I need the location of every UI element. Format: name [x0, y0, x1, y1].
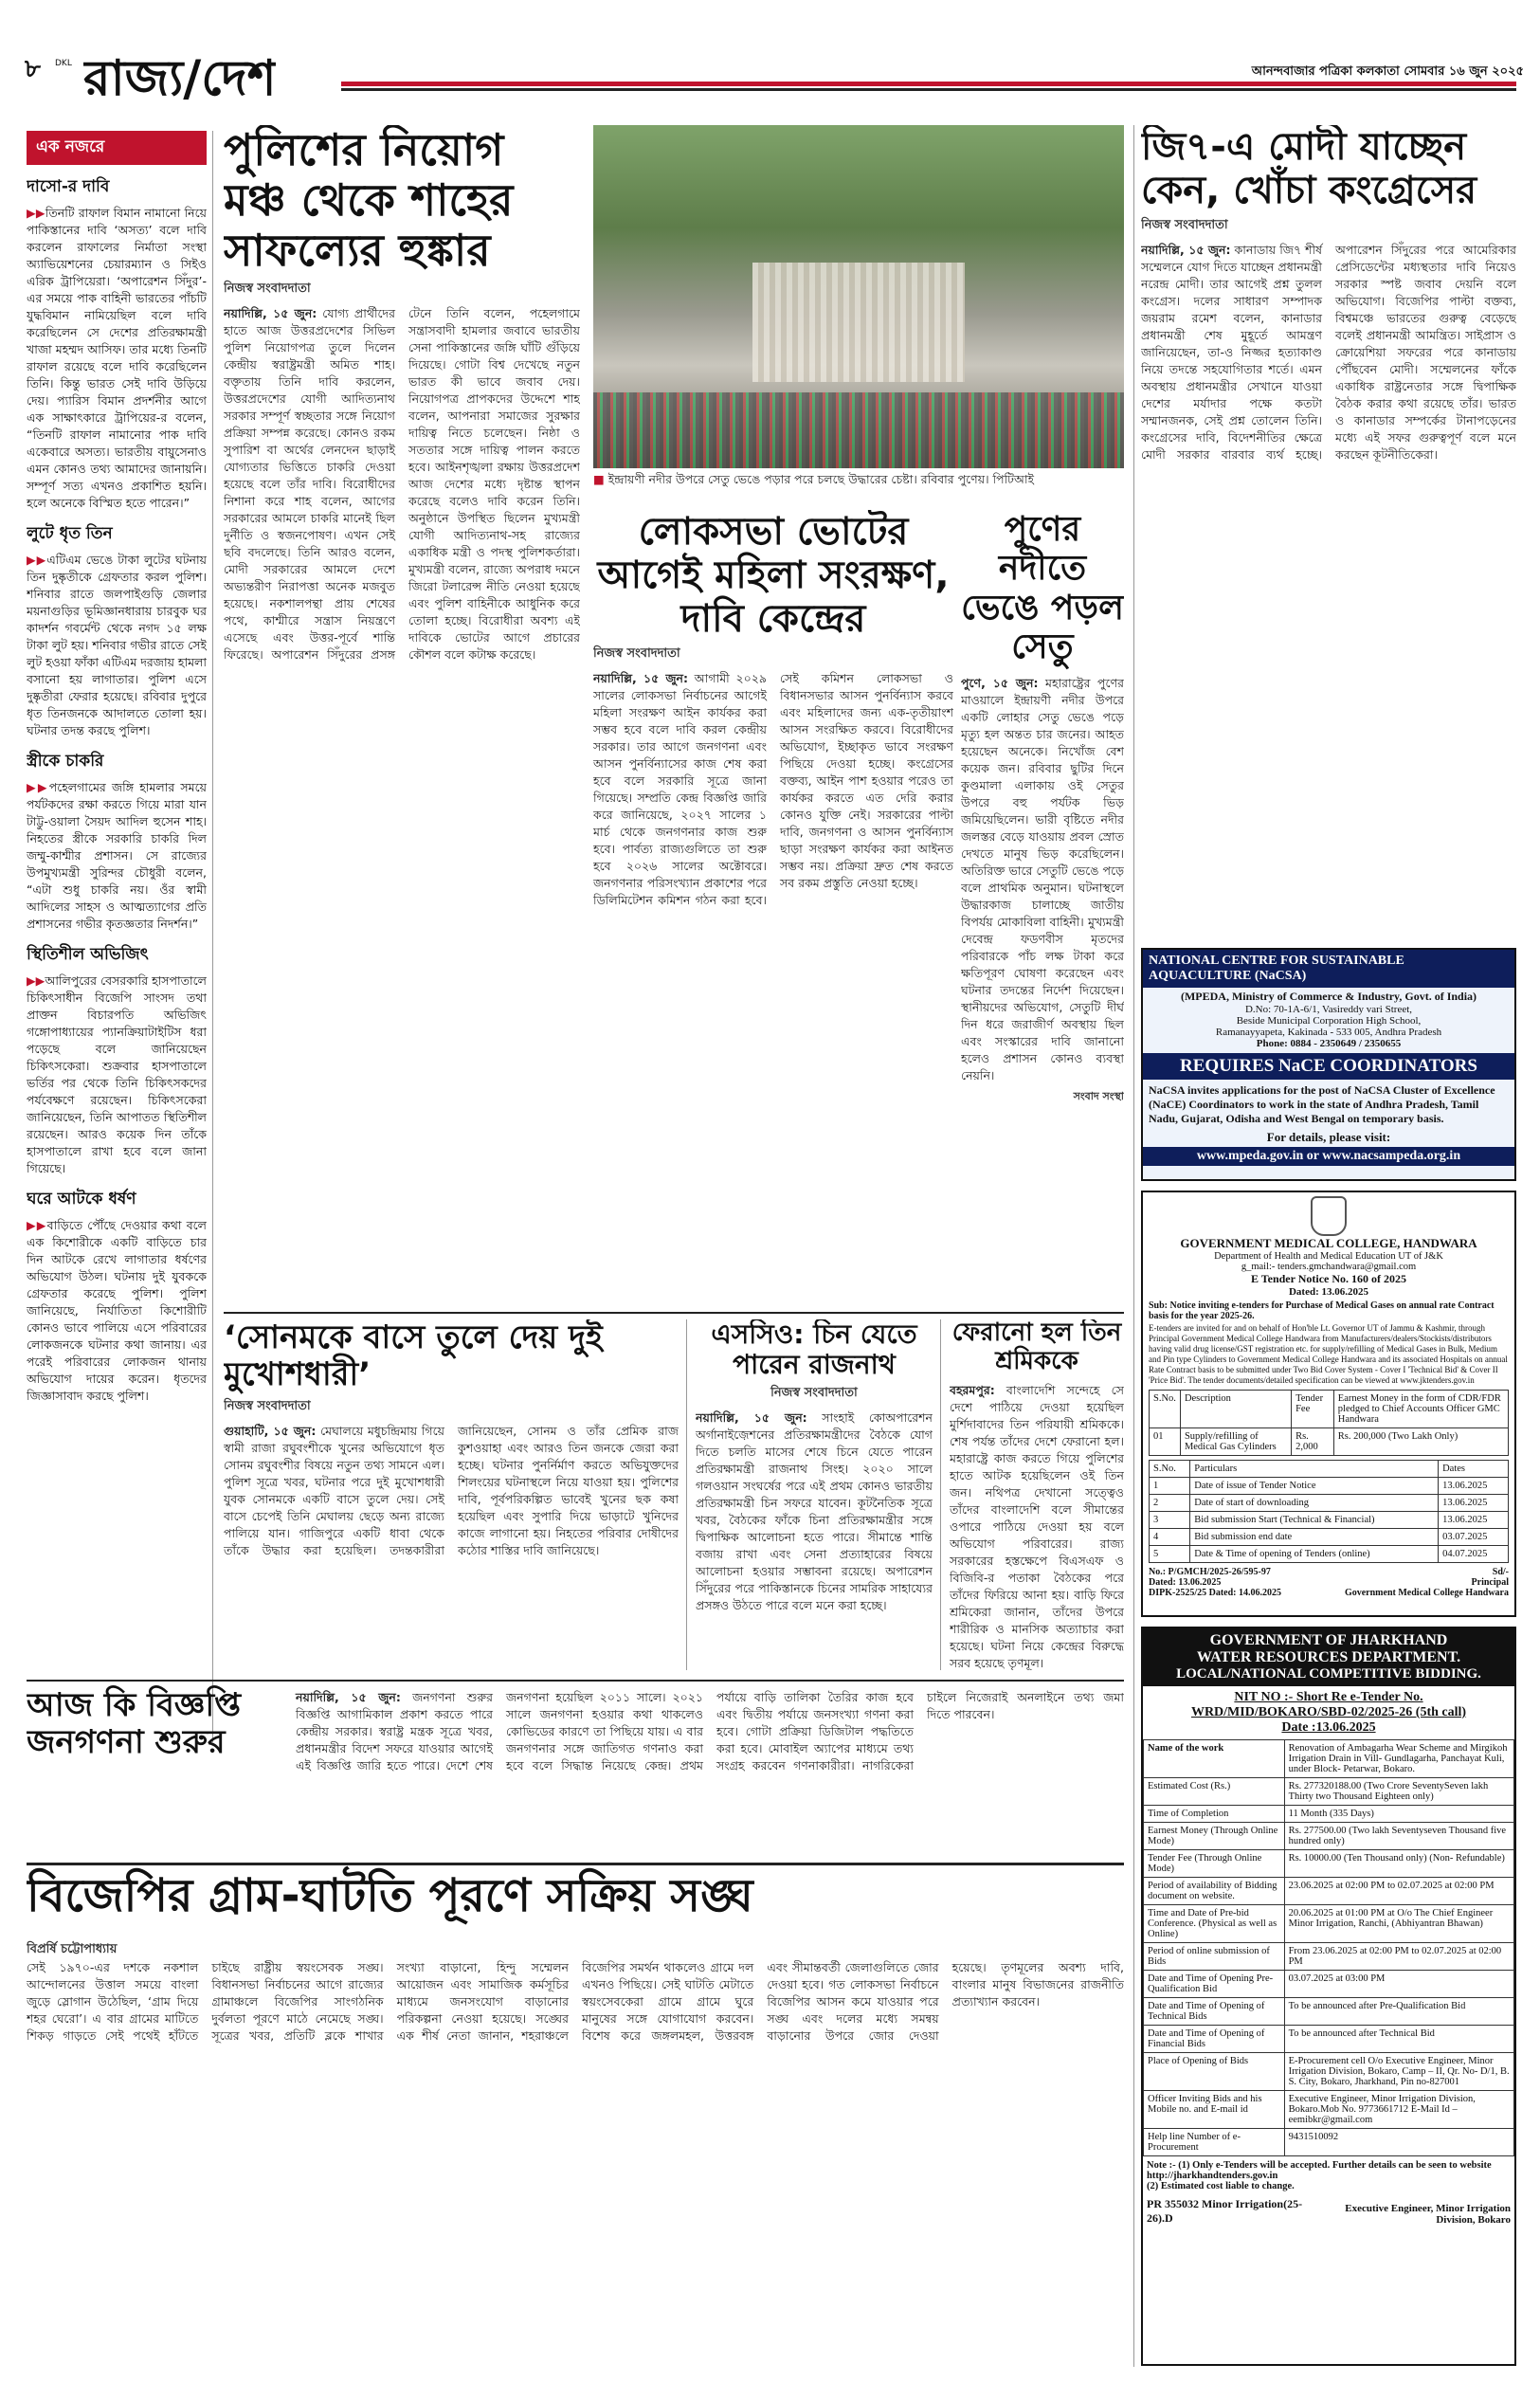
byline: নিজস্ব সংবাদদাতা — [770, 1386, 858, 1401]
nacsa-address-1: D.No: 70-1A-6/1, Vasireddy vari Street, — [1244, 1004, 1413, 1015]
table-cell: Renovation of Ambagarha Wear Scheme and Mirgikoh Irrigation Drain in Vill- Gundlagarha, Panchayat Kuli, under Block- Petarwar, Bokaro. — [1284, 1740, 1513, 1778]
table-header-cell: Description — [1180, 1391, 1291, 1428]
masthead — [0, 0, 1540, 112]
rajnath-headline: এসসিও: চিন যেতে পারেন রাজনাথ — [711, 1319, 917, 1381]
gmc-fee-table — [1149, 1390, 1509, 1456]
byline: নিজস্ব সংবাদদাতা — [224, 281, 311, 296]
table-cell: Supply/refilling of Medical Gas Cylinders — [1180, 1428, 1291, 1456]
byline: নিজস্ব সংবাদদাতা — [1141, 218, 1228, 232]
table-label-cell: Officer Inviting Bids and his Mobile no. and E-mail id — [1144, 2091, 1285, 2129]
gmc-subject: Sub: Notice inviting e-tenders for Purchase of Medical Gases on annual rate Contract basis for the year 2025-26. — [1149, 1300, 1495, 1321]
nacsa-details: For details, please visit: — [1266, 1130, 1391, 1144]
women-quota-body: নয়াদিল্লি, ১৫ জুন: আগামী ২০২৯ সালের লোকসভা নির্বাচনের আগেই মহিলা সংরক্ষণ আইন কার্যকর করা সম্ভব হবে বলে দাবি করল কেন্দ্রীয় সরকার। তার আগে জনগণনা এবং আসন পুনর্বিন্যাসের কাজ শেষ করা হবে বলে সরকারি সূত্রে জানা গিয়েছে। সম্প্রতি কেন্দ্র বিজ্ঞপ্তি জারি করে জানিয়েছে, ২০২৭ সালের ১ মার্চ থেকে জনগণনার কাজ শুরু হবে। পার্বত্য রাজ্যগুলিতে তা শুরু হবে ২০২৬ সালের অক্টোবরে। জনগণনার পরিসংখ্যান প্রকাশের পরে ডিলিমিটেশন কমিশন গঠন করা হবে। সেই কমিশন লোকসভা ও বিধানসভার আসন পুনর্বিন্যাস করবে এবং মহিলাদের জন্য এক-তৃতীয়াংশ আসন সংরক্ষিত করবে। বিরোধীদের অভিযোগ, ইচ্ছাকৃত ভাবে সংরক্ষণ পিছিয়ে দেওয়া হচ্ছে। কংগ্রেসের বক্তব্য, আইন পাশ হওয়ার পরেও তা কার্যকর করতে এত দেরি করার কোনও যুক্তি নেই। সরকারের পাল্টা দাবি, জনগণনা ও আসন পুনর্বিন্যাস ছাড়া সংরক্ষণ কার্যকর করা আইনত সম্ভব নয়। প্রক্রিয়া দ্রুত শেষ করতে সব রকম প্রস্তুতি নেওয়া হচ্ছে। — [593, 671, 953, 907]
census-headline: আজ কি বিজ্ঞপ্তি জনগণনা শুরুর — [27, 1686, 242, 1762]
table-cell: Rs. 2,000 — [1292, 1428, 1334, 1456]
gmc-notice: E Tender Notice No. 160 of 2025 — [1250, 1272, 1407, 1285]
brief-text: ▶▶পহেলগামের জঙ্গি হামলার সময়ে পর্যটকদের রক্ষা করতে গিয়ে মারা যান টাট্টু-ওয়ালা সৈয়দ আদিল হুসেন শাহ। নিহতের স্ত্রীকে সরকারি চাকরি দিল জম্মু-কাশ্মীর প্রশাসন। সে রাজ্যের উপমুখ্যমন্ত্রী সুরিন্দর চৌধুরী বলেন, “এটা শুধু চাকরি নয়। ওঁর স্বামী আদিলের সাহস ও আত্মত্যাগের প্রতি প্রশাসনের গভীর কৃতজ্ঞতার নিদর্শন।” — [27, 780, 207, 931]
table-cell: 5 — [1150, 1546, 1190, 1563]
table-cell: 1 — [1150, 1478, 1190, 1495]
table-label-cell: Period of availability of Bidding document on website. — [1144, 1878, 1285, 1905]
jh-nit: NIT NO :- Short Re e-Tender No. — [1234, 1690, 1423, 1704]
masthead-red-rule — [341, 82, 1516, 86]
workers-body: বহরমপুর: বাংলাদেশি সন্দেহে সে দেশে পাঠিয়ে দেওয়া হয়েছিল মুর্শিদাবাদের তিন পরিযায়ী শ্রমিককে। শেষ পর্যন্ত তাঁদের দেশে ফেরানো হল। মহারাষ্ট্রে কাজ করতে গিয়ে পুলিশের হাতে আটক হয়েছিলেন ওই তিন জন। নথিপত্র দেখানো সত্ত্বেও তাঁদের বাংলাদেশি বলে সীমান্তের ওপারে পাঠিয়ে দেওয়া হয় বলে অভিযোগ পরিবারের। রাজ্য সরকারের হস্তক্ষেপে বিএসএফ ও বিজিবি-র পতাকা বৈঠকের পরে তাঁদের ফিরিয়ে আনা হয়। বাড়ি ফিরে শ্রমিকেরা জানান, তাঁদের উপরে শারীরিক ও মানসিক অত্যাচার করা হয়েছে। ঘটনা নিয়ে কেন্দ্রের বিরুদ্ধে সরব হয়েছে তৃণমূল। — [950, 1382, 1124, 1670]
table-cell: 3 — [1150, 1512, 1190, 1529]
table-label-cell: Time of Completion — [1144, 1806, 1285, 1823]
table-label-cell: Place of Opening of Bids — [1144, 2053, 1285, 2091]
table-label-cell: Period of online submission of Bids — [1144, 1943, 1285, 1971]
table-cell: Date of start of downloading — [1190, 1495, 1439, 1512]
rajnath-story — [696, 1319, 933, 1670]
rajnath-body: নয়াদিল্লি, ১৫ জুন: সাংহাই কোঅপারেশন অর্গানাইজ়েশনের প্রতিরক্ষামন্ত্রীদের বৈঠকে যোগ দিতে চলতি মাসের শেষে চিনে যেতে পারেন প্রতিরক্ষামন্ত্রী রাজনাথ সিংহ। ২০২০ সালে গলওয়ান সংঘর্ষের পরে এই প্রথম কোনও ভারতীয় প্রতিরক্ষামন্ত্রী চিন সফরে যাবেন। কূটনৈতিক সূত্রে খবর, বৈঠকের ফাঁকে চিনা প্রতিরক্ষামন্ত্রীর সঙ্গে দ্বিপাক্ষিক আলোচনা হতে পারে। সীমান্তে শান্তি বজায় রাখা এবং সেনা প্রত্যাহারের বিষয়ে আলোচনা হওয়ার সম্ভাবনা রয়েছে। অপারেশন সিঁদুরের পরে পাকিস্তানকে চিনের সামরিক সাহায্যের প্রসঙ্গও উঠতে পারে বলে মনে করা হচ্ছে। — [696, 1410, 933, 1613]
gmc-ref-dated: Dated: 13.06.2025 — [1149, 1577, 1222, 1588]
section-title: রাজ্য/দেশ — [83, 50, 277, 107]
paper-info: আনন্দবাজার পত্রিকা কলকাতা সোমবার ১৬ জুন ২০২৫ — [1251, 64, 1524, 79]
table-cell: Date of issue of Tender Notice — [1190, 1478, 1439, 1495]
nacsa-phone: Phone: 0884 - 2350649 / 2350655 — [1256, 1038, 1402, 1049]
nacsa-links[interactable]: www.mpeda.gov.in or www.nacsampeda.org.in — [1143, 1147, 1514, 1166]
table-label-cell: Date and Time of Opening of Technical Bids — [1144, 1998, 1285, 2026]
page-number: ৮ — [25, 55, 41, 83]
jharkhand-ad — [1141, 1627, 1516, 2366]
nacsa-text: NaCSA invites applications for the post of NaCSA Cluster of Excellence (NaCE) Coordinators to work in the state of Andhra Pradesh, Tamil Nadu, Gujarat, Odisha and West Bengal on temporary basis. — [1149, 1083, 1495, 1125]
table-cell: E-Procurement cell O/o Executive Engineer, Minor Irrigation Division, Bokaro, Camp – II, Qr. No- D/1, B. S. City, Bokaro, Jharkhand, Pin no-827001 — [1284, 2053, 1513, 2091]
g7-story — [1141, 125, 1516, 940]
brief-title: দাসো-র দাবি — [27, 177, 110, 196]
table-header-cell: Dates — [1439, 1461, 1509, 1478]
table-label-cell: Estimated Cost (Rs.) — [1144, 1778, 1285, 1806]
table-cell: Date & Time of opening of Tenders (online) — [1190, 1546, 1439, 1563]
lead-body: নয়াদিল্লি, ১৫ জুন: যোগ্য প্রার্থীদের হাতে আজ উত্তরপ্রদেশের সিভিল পুলিশ নিয়োগপত্র তুলে দিলেন কেন্দ্রীয় স্বরাষ্ট্রমন্ত্রী অমিত শাহ। বক্তৃতায় তিনি দাবি করলেন, উত্তরপ্রদেশের যোগী আদিত্যনাথ সরকার সম্পূর্ণ স্বচ্ছতার সঙ্গে নিয়োগ প্রক্রিয়া সম্পন্ন করেছে। কোনও রকম সুপারিশ বা অর্থের লেনদেন ছাড়াই যোগ্যতার ভিত্তিতে চাকরি দেওয়া হয়েছে বলে তাঁর দাবি। বিরোধীদের নিশানা করে শাহ বলেন, আগের সরকারের আমলে চাকরি মানেই ছিল দুর্নীতি ও স্বজনপোষণ। এখন সেই ছবি বদলেছে। তিনি আরও বলেন, মোদী সরকারের আমলে দেশে অভ্যন্তরীণ নিরাপত্তা অনেক মজবুত হয়েছে। নকশালপন্থা প্রায় শেষের পথে, কাশ্মীরে সন্ত্রাস নিয়ন্ত্রণে এসেছে এবং উত্তর-পূর্বে শান্তি ফিরেছে। অপারেশন সিঁদুরের প্রসঙ্গ টেনে তিনি বলেন, পহেলগামে সন্ত্রাসবাদী হামলার জবাবে ভারতীয় সেনা পাকিস্তানের জঙ্গি ঘাঁটি গুঁড়িয়ে দিয়েছে। গোটা বিশ্ব দেখেছে নতুন ভারত কী ভাবে জবাব দেয়। নিয়োগপত্র প্রাপকদের উদ্দেশে শাহ বলেন, আপনারা সমাজের সুরক্ষার দায়িত্ব নিতে চলেছেন। নিষ্ঠা ও সততার সঙ্গে দায়িত্ব পালন করতে হবে। আইনশৃঙ্খলা রক্ষায় উত্তরপ্রদেশ আজ দেশের মধ্যে দৃষ্টান্ত স্থাপন করেছে বলেও দাবি করেন তিনি। অনুষ্ঠানে উপস্থিত ছিলেন মুখ্যমন্ত্রী যোগী আদিত্যনাথ-সহ রাজ্যের একাধিক মন্ত্রী ও পদস্থ পুলিশকর্তারা। মুখ্যমন্ত্রী বলেন, রাজ্যে অপরাধ দমনে জিরো টলারেন্স নীতি নেওয়া হয়েছে এবং পুলিশ বাহিনীকে আধুনিক করে তোলা হচ্ছে। বিরোধীরা অবশ্য এই দাবিকে ভোটের আগে প্রচারের কৌশল বলে কটাক্ষ করেছে। — [224, 305, 580, 662]
brief-text: ▶▶আলিপুরের বেসরকারি হাসপাতালে চিকিৎসাধীন বিজেপি সাংসদ তথা প্রাক্তন বিচারপতি অভিজিৎ গঙ্গোপাধ্যায়ের প্যানক্রিয়াটাইটিস ধরা পড়েছে বলে জানিয়েছেন চিকিৎসকেরা। শুক্রবার হাসপাতালে ভর্তির পর থেকে তিনি চিকিৎসকদের পর্যবেক্ষণে রয়েছেন। চিকিৎসকেরা জানিয়েছেন, তিনি আপাতত স্থিতিশীল রয়েছেন। আরও কয়েক দিন তাঁকে হাসপাতালে রাখা হবে বলে জানা গিয়েছে। — [27, 973, 207, 1175]
sonam-body: গুয়াহাটি, ১৫ জুন: মেঘালয়ে মধুচন্দ্রিমায় গিয়ে স্বামী রাজা রঘুবংশীকে খুনের অভিযোগে ধৃত সোনম রঘুবংশীর বিষয়ে নতুন তথ্য সামনে এল। পুলিশ সূত্রে খবর, ঘটনার পরে দুই মুখোশধারী যুবক সোনমকে একটি বাসে তুলে দেয়। সেই বাসে চেপেই তিনি মেঘালয় ছেড়ে অন্য রাজ্যে পালিয়ে যান। গাজিপুরে একটি ধাবা থেকে তাঁকে উদ্ধার করা হয়েছিল। তদন্তকারীরা জানিয়েছেন, সোনম ও তাঁর প্রেমিক রাজ কুশওয়াহা এবং আরও তিন জনকে জেরা করা হচ্ছে। ঘটনার পুনর্নির্মাণ করতে অভিযুক্তদের শিলংয়ের ঘটনাস্থলে নিয়ে যাওয়া হয়। পুলিশের দাবি, পূর্বপরিকল্পিত ভাবেই খুনের ছক কষা হয়েছিল এবং সুপারি দিয়ে ভাড়াটে খুনিদের কাজে লাগানো হয়। নিহতের পরিবার দোষীদের কঠোর শাস্তির দাবি জানিয়েছে। — [224, 1424, 679, 1558]
table-label-cell: Name of the work — [1144, 1740, 1285, 1778]
g7-headline: জি৭-এ মোদী যাচ্ছেন কেন, খোঁচা কংগ্রেসের — [1141, 125, 1477, 212]
brief-text: ▶▶বাড়িতে পৌঁছে দেওয়ার কথা বলে এক কিশোরীকে একটি বাড়িতে চার দিন আটকে রেখে লাগাতার ধর্ষণের অভিযোগ উঠল। ঘটনায় দুই যুবককে গ্রেফতার করেছে পুলিশ। পুলিশ জানিয়েছে, নির্যাতিতা কিশোরীটি কোনও ভাবে পালিয়ে এসে পরিবারের লোকজনকে ঘটনার কথা জানায়। এর পরেই পরিবারের লোকজন থানায় অভিযোগ দায়ের করেন। ধৃতদের জিজ্ঞাসাবাদ করছে পুলিশ। — [27, 1218, 207, 1403]
brief-title: ঘরে আটকে ধর্ষণ — [27, 1190, 136, 1209]
column-divider — [686, 1319, 687, 1670]
table-label-cell: Earnest Money (Through Online Mode) — [1144, 1823, 1285, 1850]
section-rule — [224, 1312, 1124, 1314]
jh-ref: WRD/MID/BOKARO/SBD-02/2025-26 (5th call) — [1190, 1705, 1467, 1719]
sonam-headline: ‘সোনমকে বাসে তুলে দেয় দুই মুখোশধারী’ — [224, 1319, 603, 1394]
jh-title-1: GOVERNMENT OF JHARKHAND — [1143, 1628, 1514, 1649]
table-cell: Rs. 277500.00 (Two lakh Seventyseven Thousand five hundred only) — [1284, 1823, 1513, 1850]
nacsa-banner: REQUIRES NaCE COORDINATORS — [1143, 1053, 1514, 1080]
gmc-ad — [1141, 1191, 1516, 1617]
jh-signer: Executive Engineer, Minor Irrigation Division, Bokaro — [1345, 2203, 1511, 2226]
table-header-cell: Particulars — [1190, 1461, 1439, 1478]
table-cell: 01 — [1150, 1428, 1181, 1456]
gmc-title: GOVERNMENT MEDICAL COLLEGE, HANDWARA — [1180, 1236, 1477, 1250]
bridge-collapse-photo — [593, 125, 1124, 468]
photo-caption: ■ ইন্দ্রায়ণী নদীর উপরে সেতু ভেঙে পড়ার পরে চলছে উদ্ধারের চেষ্টা। রবিবার পুণেয়। পিটিআই — [593, 472, 1035, 486]
table-cell: 2 — [1150, 1495, 1190, 1512]
table-cell: Bid submission end date — [1190, 1529, 1439, 1546]
table-cell: Executive Engineer, Minor Irrigation Division, Bokaro.Mob No. 9773661712 E-Mail Id – eemibkr@gmail.com — [1284, 2091, 1513, 2129]
gmc-dipk: DIPK-2525/25 Dated: 14.06.2025 — [1149, 1588, 1281, 1598]
table-cell: To be announced after Technical Bid — [1284, 2026, 1513, 2053]
column-divider — [940, 1319, 941, 1670]
section-rule — [27, 1680, 1124, 1682]
census-story — [27, 1680, 1124, 1855]
table-cell: To be announced after Pre-Qualification Bid — [1284, 1998, 1513, 2026]
masthead-black-rule — [341, 88, 1516, 91]
gmc-text: E-tenders are invited for and on behalf of Hon'ble Lt. Governor UT of Jammu & Kashmir, through Principal Government Medical College Handwara from Manufacturers/dealers/Stockists/distributors having valid drug license/GST registration etc. for supply/refilling of Medical Gases in Bulk, Medium and Pin type Cylinders to Government Medical College Handwara and its associated Hospitals on annual Rate Contract basis to be submitted under Two Bid Cover System - Cover I 'Technical Bid' & Cover II 'Price Bid'. The tender documents/detailed specification can be viewed at www.jktenders.gov.in — [1149, 1323, 1508, 1385]
jh-footer — [1143, 2191, 1514, 2231]
table-cell: 23.06.2025 at 02:00 PM to 02.07.2025 at 02:00 PM — [1284, 1878, 1513, 1905]
women-quota-headline: লোকসভা ভোটের আগেই মহিলা সংরক্ষণ, দাবি কেন্দ্রের — [597, 510, 950, 641]
pune-bridge-story — [961, 510, 1124, 1306]
table-header-cell: Earnest Money in the form of CDR/FDR pledged to Chief Accounts Officer GMC Handwara — [1333, 1391, 1508, 1428]
rss-body: সেই ১৯৭০-এর দশকে নকশাল আন্দোলনের উত্তাল সময়ে বাংলা জুড়ে স্লোগান উঠেছিল, ‘গ্রাম দিয়ে শহর ঘেরো’। এ বার গ্রামের মাটিতে শিকড় গাড়তে সেই পথেই হাঁটতে চাইছে রাষ্ট্রীয় স্বয়ংসেবক সঙ্ঘ। বিধানসভা নির্বাচনের আগে রাজ্যের গ্রামাঞ্চলে বিজেপির সাংগঠনিক দুর্বলতা পূরণে মাঠে নেমেছে সঙ্ঘ। সূত্রের খবর, প্রতিটি ব্লকে শাখার সংখ্যা বাড়ানো, হিন্দু সম্মেলন আয়োজন এবং সামাজিক কর্মসূচির মাধ্যমে জনসংযোগ বাড়ানোর পরিকল্পনা নেওয়া হয়েছে। সঙ্ঘের এক শীর্ষ নেতা জানান, শহরাঞ্চলে বিজেপির সমর্থন থাকলেও গ্রামে দল এখনও পিছিয়ে। সেই ঘাটতি মেটাতে স্বয়ংসেবকেরা গ্রামে গ্রামে ঘুরে মানুষের সঙ্গে যোগাযোগ করবেন। বিশেষ করে জঙ্গলমহল, উত্তরবঙ্গ এবং সীমান্তবর্তী জেলাগুলিতে জোর দেওয়া হবে। গত লোকসভা নির্বাচনে বিজেপির আসন কমে যাওয়ার পরে সঙ্ঘ এবং দলের মধ্যে সমন্বয় বাড়ানোর উপরে জোর দেওয়া হয়েছে। তৃণমূলের অবশ্য দাবি, বাংলার মানুষ বিভাজনের রাজনীতি প্রত্যাখ্যান করবেন। — [27, 1960, 1124, 2043]
rss-headline: বিজেপির গ্রাম-ঘাটতি পূরণে সক্রিয় সঙ্ঘ — [27, 1869, 753, 1922]
lead-story — [224, 125, 580, 1305]
nacsa-sub: (MPEDA, Ministry of Commerce & Industry, Govt. of India) — [1180, 990, 1477, 1003]
jh-date: Date :13.06.2025 — [1281, 1720, 1376, 1735]
byline: সংবাদ সংস্থা — [1073, 1089, 1124, 1102]
column-divider — [1133, 125, 1134, 2367]
brief-text: ▶▶এটিএম ভেঙে টাকা লুটের ঘটনায় তিন দুষ্কৃতীকে গ্রেফতার করল পুলিশ। শনিবার রাতে জলপাইগুড়ি জেলার ময়নাগুড়ির ভূমিজ্ঞানধারায় চারবুক ঘর কাদর্শন গবর্মেন্ট থেকে নগদ ১৫ লক্ষ টাকা লুট হয়। শনিবার গভীর রাতে সেই লুট হওয়া ফাঁকা এটিএম দরজায় হামলা বসানো হয় লাগাতার। পুলিশ এসে দুষ্কৃতীরা ফেরার হয়েছে। রবিবার দুপুরে ধৃত তিনজনকে আদালতে তোলা হয়। ঘটনার তদন্ত করছে পুলিশ। — [27, 553, 207, 737]
gmc-dept: Department of Health and Medical Education UT of J&K — [1214, 1251, 1443, 1262]
pune-bridge-body: পুণে, ১৫ জুন: মহারাষ্ট্রের পুণের মাওয়ালে ইন্দ্রায়ণী নদীর উপরে একটি লোহার সেতু ভেঙে পড়ে মৃত্যু হল অন্তত চার জনের। আহত হয়েছেন অনেকে। নিখোঁজ বেশ কয়েক জন। রবিবার ছুটির দিনে কুণ্ডমালা এলাকায় ওই সেতুর উপরে বহু পর্যটক ভিড় জমিয়েছিলেন। ভারী বৃষ্টিতে নদীর জলস্তর বেড়ে যাওয়ায় প্রবল স্রোত দেখতে মানুষ ভিড় করেছিলেন। অতিরিক্ত ভারে সেতুটি ভেঙে পড়ে বলে প্রাথমিক অনুমান। ঘটনাস্থলে উদ্ধারকাজ চালাচ্ছে জাতীয় বিপর্যয় মোকাবিলা বাহিনী। মুখ্যমন্ত্রী দেবেন্দ্র ফডণবীস মৃতদের পরিবারকে পাঁচ লক্ষ টাকা করে ক্ষতিপূরণ ঘোষণা করেছেন এবং ঘটনার তদন্তের নির্দেশ দিয়েছেন। স্থানীয়দের অভিযোগ, সেতুটি দীর্ঘ দিন ধরে জরাজীর্ণ অবস্থায় ছিল এবং সংস্কারের দাবি জানানো হলেও প্রশাসন কোনও ব্যবস্থা নেয়নি। — [961, 675, 1124, 1082]
pune-bridge-headline: পুণের নদীতে ভেঙে পড়ল সেতু — [961, 510, 1124, 667]
gmc-dated: Dated: 13.06.2025 — [1288, 1286, 1369, 1298]
women-quota-story — [593, 510, 953, 1306]
table-cell: 9431510092 — [1284, 2129, 1513, 2156]
table-header-cell: S.No. — [1150, 1391, 1181, 1428]
gmc-sign-org: Government Medical College Handwara — [1344, 1588, 1509, 1598]
table-cell: Rs. 277320188.00 (Two Crore SeventySeven lakh Thirty two Thousand Eighteen only) — [1284, 1778, 1513, 1806]
table-cell: Rs. 200,000 (Two Lakh Only) — [1333, 1428, 1508, 1456]
gmc-schedule-table — [1149, 1460, 1509, 1563]
workers-story — [950, 1319, 1124, 1670]
jh-tender-table — [1143, 1739, 1514, 2156]
gmc-footer — [1149, 1567, 1509, 1598]
jh-note: Note :- (1) Only e-Tenders will be accepted. Further details can be seen to website http://jharkhandtenders.gov.in — [1147, 2160, 1492, 2181]
workers-headline: ফেরানো হল তিন শ্রমিককে — [951, 1319, 1122, 1375]
section-rule — [27, 1863, 1124, 1865]
gmc-sign-title: Principal — [1471, 1577, 1509, 1588]
table-cell: 4 — [1150, 1529, 1190, 1546]
byline: বিপ্রর্ষি চট্টোপাধ্যায় — [27, 1942, 118, 1956]
table-cell: 13.06.2025 — [1439, 1478, 1509, 1495]
edition-mark: DKL — [55, 59, 72, 68]
gmc-sign: Sd/- — [1492, 1567, 1509, 1577]
table-cell: 03.07.2025 — [1439, 1529, 1509, 1546]
sidebar-label: এক নজরে — [27, 131, 207, 165]
byline: নিজস্ব সংবাদদাতা — [593, 646, 680, 661]
table-cell: 03.07.2025 at 03:00 PM — [1284, 1971, 1513, 1998]
brief-title: লুটে ধৃত তিন — [27, 524, 113, 543]
table-label-cell: Date and Time of Opening Pre-Qualification Bid — [1144, 1971, 1285, 1998]
sidebar — [27, 131, 207, 1742]
nacsa-ad — [1141, 948, 1516, 1181]
gmc-ref: No.: P/GMCH/2025-26/595-97 — [1149, 1567, 1271, 1577]
g7-body: নয়াদিল্লি, ১৫ জুন: কানাডায় জি৭ শীর্ষ সম্মেলনে যোগ দিতে যাচ্ছেন প্রধানমন্ত্রী নরেন্দ্র মোদী। তার আগেই প্রশ্ন তুলল কংগ্রেস। দলের সাধারণ সম্পাদক জয়রাম রমেশ বলেন, কানাডার প্রধানমন্ত্রী শেষ মুহূর্তে আমন্ত্রণ জানিয়েছেন, তা-ও নিজ্জর হত্যাকাণ্ড নিয়ে তদন্তে সহযোগিতার শর্তে। এমন অবস্থায় প্রধানমন্ত্রীর সেখানে যাওয়া দেশের মর্যাদার পক্ষে কতটা সম্মানজনক, সেই প্রশ্ন তোলেন তিনি। কংগ্রেসের দাবি, বিদেশনীতির ক্ষেত্রে মোদী সরকার বারবার ব্যর্থ হচ্ছে। অপারেশন সিঁদুরের পরে আমেরিকার প্রেসিডেন্টের মধ্যস্থতার দাবি নিয়েও সরকার স্পষ্ট জবাব দেয়নি বলে অভিযোগ। বিজেপির পাল্টা বক্তব্য, বিশ্বমঞ্চে ভারতের গুরুত্ব বেড়েছে বলেই প্রধানমন্ত্রী আমন্ত্রিত। সাইপ্রাস ও ক্রোয়েশিয়া সফরের পরে কানাডায় পৌঁছবেন মোদী। সম্মেলনের ফাঁকে একাধিক রাষ্ট্রনেতার সঙ্গে দ্বিপাক্ষিক বৈঠক করার কথা রয়েছে তাঁর। ভারত ও কানাডার সম্পর্কের টানাপড়েনের মধ্যে এই সফর গুরুত্বপূর্ণ বলে মনে করছেন কূটনীতিকেরা। — [1141, 243, 1516, 462]
emblem-icon — [1311, 1196, 1347, 1236]
jh-note-2: (2) Estimated cost liable to change. — [1147, 2181, 1295, 2191]
table-cell: 13.06.2025 — [1439, 1495, 1509, 1512]
sidebar-brief-1 — [27, 174, 207, 512]
sidebar-brief-5 — [27, 1187, 207, 1405]
table-cell: Bid submission Start (Technical & Financial) — [1190, 1512, 1439, 1529]
sidebar-brief-3 — [27, 749, 207, 933]
table-cell: 04.07.2025 — [1439, 1546, 1509, 1563]
sidebar-brief-4 — [27, 942, 207, 1177]
jh-title-3: LOCAL/NATIONAL COMPETITIVE BIDDING. — [1143, 1666, 1514, 1686]
sonam-story-block — [224, 1319, 679, 1670]
table-header-cell: Tender Fee — [1292, 1391, 1334, 1428]
nacsa-address-2: Beside Municipal Corporation High School, — [1236, 1015, 1422, 1027]
rss-story — [27, 1863, 1124, 2365]
table-header-cell: S.No. — [1150, 1461, 1190, 1478]
table-label-cell: Date and Time of Opening of Financial Bids — [1144, 2026, 1285, 2053]
table-label-cell: Help line Number of e-Procurement — [1144, 2129, 1285, 2156]
jh-pr: PR 355032 Minor Irrigation(25-26).D — [1147, 2197, 1303, 2225]
column-divider — [212, 131, 213, 1742]
brief-title: স্থিতিশীল অভিজিৎ — [27, 945, 149, 964]
table-cell: 11 Month (335 Days) — [1284, 1806, 1513, 1823]
gmc-email: g_mail:- tenders.gmchandwara@gmail.com — [1241, 1262, 1417, 1272]
table-cell: Rs. 10000.00 (Ten Thousand only) (Non- Refundable) — [1284, 1850, 1513, 1878]
table-cell: From 23.06.2025 at 02:00 PM to 02.07.2025 at 02:00 PM — [1284, 1943, 1513, 1971]
byline: নিজস্ব সংবাদদাতা — [224, 1399, 311, 1414]
nacsa-address-3: Ramanayyapeta, Kakinada - 533 005, Andhra Pradesh — [1215, 1027, 1442, 1038]
brief-text: ▶▶তিনটি রাফাল বিমান নামানো নিয়ে পাকিস্তানের দাবি ‘অসত্য’ বলে দাবি করলেন রাফালের নির্মাতা সংস্থা অ্যাভিয়েশনের চেয়ারম্যান ও সিইও এরিক ট্রাপিয়েরা। ‘অপারেশন সিঁদুর’-এর সময়ে পাক বাহিনী ভারতের পাঁচটি যুদ্ধবিমান নামিয়েছিল বলে দাবি করেছিলেন সে দেশের প্রতিরক্ষামন্ত্রী খাজা মহম্মদ আসিফ। তার মধ্যে তিনটি রাফাল রয়েছে বলে দাবি করেছিলেন তিনি। কিন্তু ভারত সেই দাবি উড়িয়ে দেয়। প্যারিস বিমান প্রদর্শনীর আগে এক সাক্ষাৎকারে ট্রাপিয়ের-র বলেন, “তিনটি রাফাল নামানোর পাক দাবি একেবারে অসত্য। ভারতীয় বায়ুসেনাও এমন কোনও তথ্য আমাদের জানায়নি। সম্পূর্ণ সত্য এখনও প্রকাশিত হয়নি। হলে অনেকে বিস্মিত হতে পারেন।” — [27, 206, 207, 510]
table-label-cell: Time and Date of Pre-bid Conference. (Physical as well as Online) — [1144, 1905, 1285, 1943]
table-cell: 20.06.2025 at 01:00 PM at O/o The Chief Engineer Minor Irrigation, Ranchi, (Abhiyantran Bhawan) — [1284, 1905, 1513, 1943]
table-cell: 13.06.2025 — [1439, 1512, 1509, 1529]
news-photo — [593, 125, 1124, 468]
sidebar-brief-2 — [27, 521, 207, 739]
census-body: নয়াদিল্লি, ১৫ জুন: জনগণনা শুরুর বিজ্ঞপ্তি আগামিকাল প্রকাশ করতে পারে কেন্দ্রীয় সরকার। স্বরাষ্ট্র মন্ত্রক সূত্রে খবর, প্রধানমন্ত্রীর বিদেশ সফরে যাওয়ার আগেই এই বিজ্ঞপ্তি জারি হতে পারে। দেশে শেষ জনগণনা হয়েছিল ২০১১ সালে। ২০২১ সালে জনগণনা হওয়ার কথা থাকলেও কোভিডের কারণে তা পিছিয়ে যায়। এ বার জনগণনার সঙ্গে জাতিগত গণনাও করা হবে বলে সিদ্ধান্ত নিয়েছে কেন্দ্র। প্রথম পর্যায়ে বাড়ি তালিকা তৈরির কাজ হবে এবং দ্বিতীয় পর্যায়ে জনসংখ্যা গণনা করা হবে। গোটা প্রক্রিয়া ডিজিটাল পদ্ধতিতে করা হবে। মোবাইল অ্যাপের মাধ্যমে তথ্য সংগ্রহ করবেন গণনাকারীরা। নাগরিকেরা চাইলে নিজেরাই অনলাইনে তথ্য জমা দিতে পারবেন। — [296, 1690, 1124, 1773]
nacsa-org: NATIONAL CENTRE FOR SUSTAINABLE AQUACULTURE (NaCSA) — [1143, 950, 1514, 988]
lead-headline: পুলিশের নিয়োগ মঞ্চ থেকে শাহের সাফল্যের হুঙ্কার — [224, 125, 514, 276]
table-label-cell: Tender Fee (Through Online Mode) — [1144, 1850, 1285, 1878]
brief-title: স্ত্রীকে চাকরি — [27, 752, 104, 771]
jh-title-2: WATER RESOURCES DEPARTMENT. — [1143, 1649, 1514, 1666]
